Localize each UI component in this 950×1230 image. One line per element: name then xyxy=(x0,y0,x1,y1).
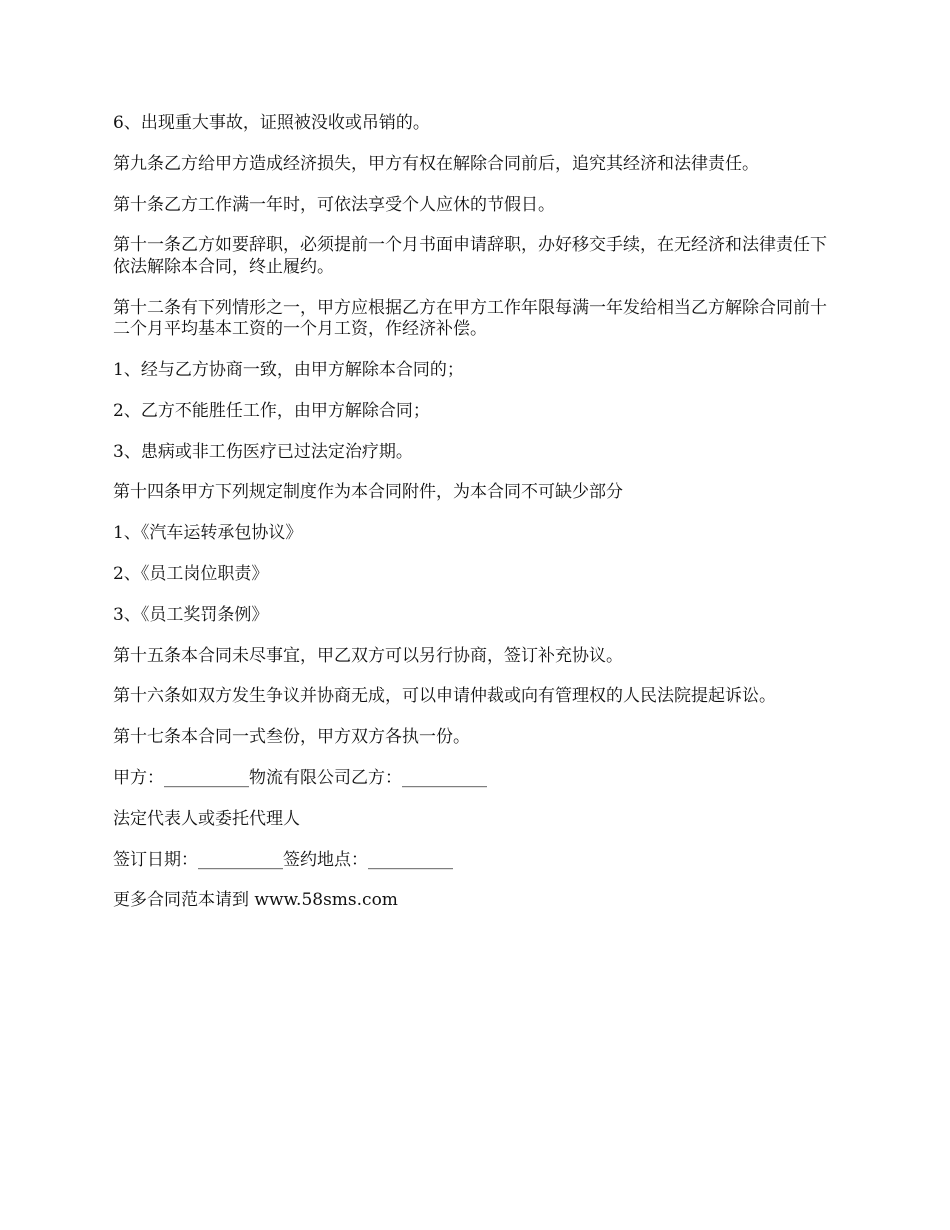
clause-6-major-accident: 6、出现重大事故，证照被没收或吊销的。 xyxy=(113,113,430,133)
appendix-item-3: 3、《员工奖罚条例》 xyxy=(113,604,269,625)
appendix-item-1: 1、《汽车运转承包协议》 xyxy=(113,523,303,544)
list-item-2-incompetence: 2、乙方不能胜任工作，由甲方解除合同； xyxy=(113,400,430,421)
more-templates-footer: 更多合同范本请到 www.58sms.com xyxy=(113,890,398,911)
legal-representative-label: 法定代表人或委托代理人 xyxy=(113,808,300,829)
party-signature-line: 甲方：__________物流有限公司乙方：__________ xyxy=(113,767,487,788)
article-12-compensation: 第十二条有下列情形之一，甲方应根据乙方在甲方工作年限每满一年发给相当乙方解除合同前十二个月平均基本工资的一个月工资，作经济补偿。 xyxy=(113,297,827,340)
signing-date-place-line: 签订日期：__________签约地点：__________ xyxy=(113,849,453,870)
list-item-3-medical-period: 3、患病或非工伤医疗已过法定治疗期。 xyxy=(113,441,413,462)
article-17-copies: 第十七条本合同一式叁份，甲方双方各执一份。 xyxy=(113,727,470,748)
article-10-holidays: 第十条乙方工作满一年时，可依法享受个人应休的节假日。 xyxy=(113,194,555,215)
article-16-disputes: 第十六条如双方发生争议并协商无成，可以申请仲裁或向有管理权的人民法院提起诉讼。 xyxy=(113,686,776,707)
list-item-1-mutual-agreement: 1、经与乙方协商一致，由甲方解除本合同的； xyxy=(113,359,464,380)
article-14-appendices: 第十四条甲方下列规定制度作为本合同附件，为本合同不可缺少部分 xyxy=(113,482,623,503)
article-9-economic-loss: 第九条乙方给甲方造成经济损失，甲方有权在解除合同前后，追究其经济和法律责任。 xyxy=(113,153,759,174)
article-11-resignation: 第十一条乙方如要辞职，必须提前一个月书面申请辞职，办好移交手续，在无经济和法律责任下依法解除本合同，终止履约。 xyxy=(113,235,827,277)
appendix-item-2: 2、《员工岗位职责》 xyxy=(113,563,269,584)
article-15-supplementary: 第十五条本合同未尽事宜，甲乙双方可以另行协商，签订补充协议。 xyxy=(113,645,623,666)
document-page xyxy=(113,113,843,931)
